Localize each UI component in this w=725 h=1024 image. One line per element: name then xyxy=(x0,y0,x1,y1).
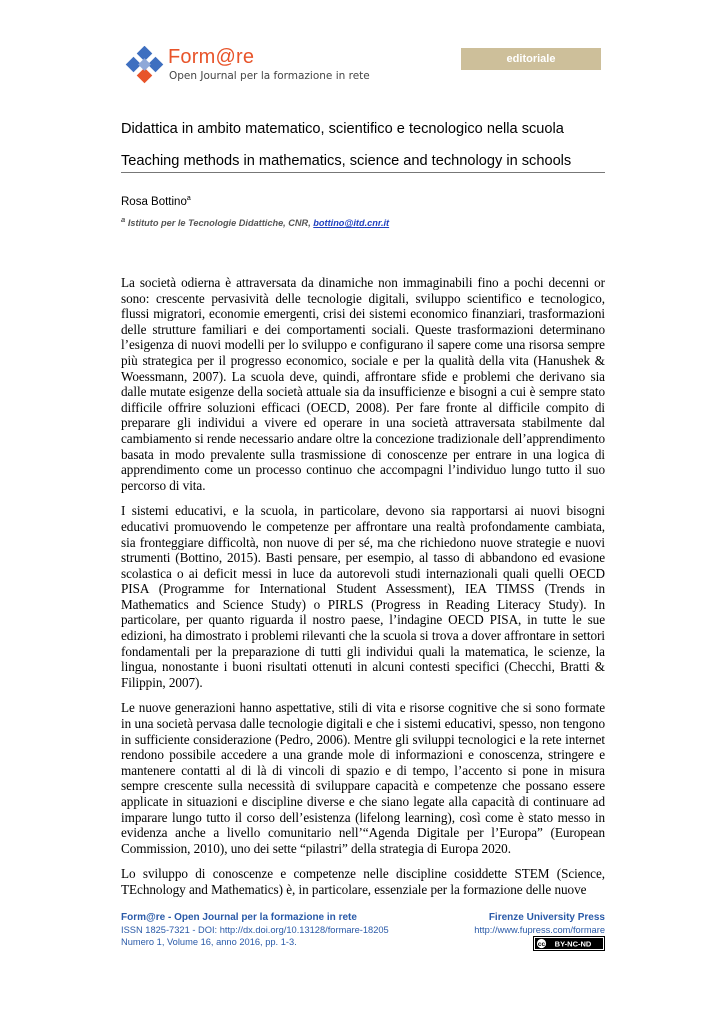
author-superscript: a xyxy=(186,195,191,202)
footer-publisher-url[interactable]: http://www.fupress.com/formare xyxy=(474,925,605,935)
svg-text:cc: cc xyxy=(537,941,546,948)
affiliation-superscript: a xyxy=(121,215,126,224)
paragraph: La società odierna è attraversata da dinamiche non immaginabili fino a pochi decenni or sono: crescente pervasività delle tecnologie digitali, sviluppo scientifico e tecnologico, flussi migratori, economie emergenti, crisi dei sistemi economico finanziari, trasformazioni delle strutture familiari e dei comportamenti sociali. Queste trasformazioni determinano l’esigenza di nuovi modelli per lo sviluppo e configurano il sapere come una risorsa sempre più strategica per il progresso economico, sociale e per la qualità della vita (Hanushek & Woessmann, 2007). La scuola deve, quindi, affrontare sfide e problemi che derivano sia dalle mutate esigenze della società attuale sia da insufficienze e bisogni a cui è sempre stato difficile offrire soluzioni efficaci (OECD, 2008). Per fare fronte al difficile compito di preparare gli individui a vivere ed operare in una società attraversata stabilmente dal cambiamento si rende necessario andare oltre la concezione tradizionale dell’apprendimento basata in modo prevalente sulla trasmissione di conoscenze per entrare in una logica di apprendimento come un processo continuo che accompagni l’individuo lungo tutto il suo percorso di vita. xyxy=(121,275,605,493)
license-badge-text: BY-NC-ND xyxy=(554,939,592,949)
author-line xyxy=(121,195,191,208)
journal-logo xyxy=(125,44,425,88)
footer-journal-info xyxy=(121,912,389,948)
footer-issue: Numero 1, Volume 16, anno 2016, pp. 1-3. xyxy=(121,937,297,947)
article-body xyxy=(121,275,605,908)
logo-diamonds-icon xyxy=(125,46,165,86)
logo-title: Form@re xyxy=(168,46,255,68)
paragraph: Le nuove generazioni hanno aspettative, stili di vita e risorse cognitive che si sono formate in una società pervasa dalle tecnologie digitali e che i sistemi educativi, spesso, non tengono in sufficiente considerazione (Pedro, 2006). Mentre gli sviluppi tecnologici e la rete internet rendono possibile accedere a una grande mole di informazioni e conoscenza, stringere e mantenere contatti al di là di vincoli di spazio e di tempo, l’accento si pone in misura sempre crescente sulla necessità di sviluppare capacità e competenze che possano essere applicate in situazioni e discipline diverse e che siano legate alla capacità di continuare ad imparare lungo tutto il corso dell’esistenza (lifelong learning), così come è stato messo in evidenza anche a livello comunitario nell’“Agenda Digitale per l’Europa” (European Commission, 2010), uno dei sette “pilastri” della strategia di Europa 2020. xyxy=(121,700,605,856)
footer-issn-doi: ISSN 1825-7321 - DOI: http://dx.doi.org/10.13128/formare-18205 xyxy=(121,925,389,935)
affiliation-text: Istituto per le Tecnologie Didattiche, CNR, xyxy=(127,218,314,229)
paragraph: Lo sviluppo di conoscenze e competenze nelle discipline cosiddette STEM (Science, TEchnology and Mathematics) è, in particolare, essenziale per la formazione delle nuove xyxy=(121,866,605,897)
creative-commons-icon xyxy=(533,936,605,951)
paragraph: I sistemi educativi, e la scuola, in particolare, devono sia rapportarsi ai nuovi bisogni educativi promuovendo le competenze per affrontare una realtà profondamente cambiata, sia fronteggiare difficoltà, non nuove di per sé, ma che richiedono nuove strategie e nuovi strumenti (Bottino, 2015). Basti pensare, per esempio, al tasso di abbandono ed evasione scolastica o ai deficit messi in luce da autorevoli studi internazionali quali quelli OECD PISA (Programme for International Student Assessment), IEA TIMSS (Trends in Mathematics and Science Study) o PIRLS (Progress in Reading Literacy Study). In particolare, per quanto riguarda il nostro paese, l’indagine OECD PISA, in tutte le sue edizioni, ha dimostrato i problemi rilevanti che la scuola si trova a dover affrontare in settori fondamentali per la preparazione di tutti gli individui quali la matematica, le scienze, la lingua, nonostante i buoni risultati ottenuti in alcuni contesti specifici (Checchi, Bratti & Filippin, 2007). xyxy=(121,503,605,690)
author-name: Rosa Bottino xyxy=(121,195,187,208)
footer-journal-name: Form@re - Open Journal per la formazione in rete xyxy=(121,912,357,923)
article-title-italian: Didattica in ambito matematico, scientifico e tecnologico nella scuola xyxy=(121,121,564,137)
article-title-english: Teaching methods in mathematics, science and technology in schools xyxy=(121,153,572,169)
title-divider xyxy=(121,172,605,173)
footer-publisher-info xyxy=(420,912,605,936)
logo-subtitle: Open Journal per la formazione in rete xyxy=(169,70,370,82)
footer-publisher: Firenze University Press xyxy=(488,912,605,923)
section-badge: editoriale xyxy=(461,48,601,70)
affiliation-line xyxy=(121,215,389,228)
author-email-link[interactable]: bottino@itd.cnr.it xyxy=(313,218,390,229)
